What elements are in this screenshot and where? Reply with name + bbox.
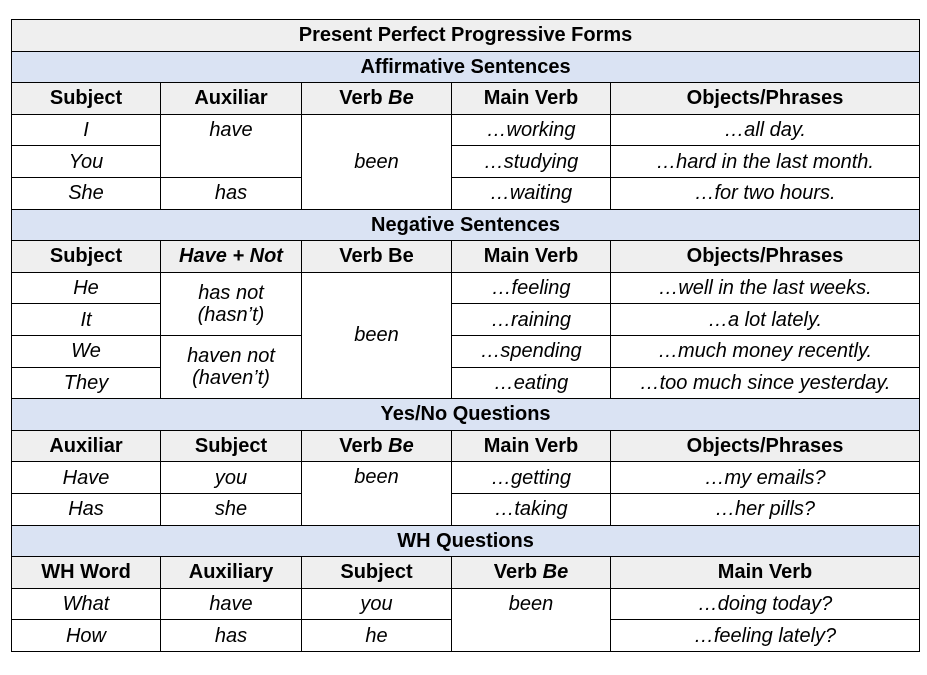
table-row: [12, 335, 920, 367]
column-header: Subject: [12, 83, 161, 115]
column-header: Objects/Phrases: [611, 83, 920, 115]
auxiliary-cell: have: [161, 588, 302, 620]
auxiliary-cell: has: [161, 620, 302, 652]
column-header: Subject: [161, 430, 302, 462]
table-row: [12, 588, 920, 620]
section-row-wh: [12, 525, 920, 557]
column-header: [452, 557, 611, 589]
auxiliary-text: haven not: [187, 345, 275, 368]
auxiliary-cell: [161, 272, 302, 335]
object-cell: …all day.: [611, 114, 920, 146]
column-header: Auxiliar: [12, 430, 161, 462]
main-verb-cell: …studying: [452, 146, 611, 178]
table-row: [12, 177, 920, 209]
section-heading: Yes/No Questions: [12, 399, 920, 431]
table-row: [12, 114, 920, 146]
column-header: Main Verb: [452, 241, 611, 273]
auxiliary-text: has not: [198, 281, 264, 304]
verb-be-cell: been: [302, 462, 452, 525]
column-header: Main Verb: [452, 83, 611, 115]
verb-be-cell: been: [302, 114, 452, 209]
subject-cell: It: [12, 304, 161, 336]
subject-cell: you: [161, 462, 302, 494]
table-row: [12, 462, 920, 494]
auxiliary-contraction: (hasn’t): [197, 303, 265, 326]
auxiliary-cell: Have: [12, 462, 161, 494]
column-header: Subject: [302, 557, 452, 589]
column-header: Main Verb: [452, 430, 611, 462]
column-header: Objects/Phrases: [611, 430, 920, 462]
table-row: [12, 304, 920, 336]
section-row-affirmative: [12, 51, 920, 83]
section-heading: Negative Sentences: [12, 209, 920, 241]
column-header-part: Verb: [339, 435, 389, 458]
object-cell: …too much since yesterday.: [611, 367, 920, 399]
object-cell: …for two hours.: [611, 177, 920, 209]
section-heading: Affirmative Sentences: [12, 51, 920, 83]
main-verb-cell: …getting: [452, 462, 611, 494]
header-row: [12, 557, 920, 589]
present-perfect-progressive-table: [11, 19, 920, 652]
column-header: Verb Be: [302, 241, 452, 273]
auxiliary-cell: has: [161, 177, 302, 209]
table-row: [12, 493, 920, 525]
wh-word-cell: How: [12, 620, 161, 652]
auxiliary-cell: Has: [12, 493, 161, 525]
table-row: [12, 272, 920, 304]
column-header-part: Verb: [339, 87, 389, 110]
column-header: Auxiliary: [161, 557, 302, 589]
subject-cell: she: [161, 493, 302, 525]
object-cell: …my emails?: [611, 462, 920, 494]
column-header: Auxiliar: [161, 83, 302, 115]
section-row-yes-no: [12, 399, 920, 431]
main-verb-cell: …working: [452, 114, 611, 146]
subject-cell: he: [302, 620, 452, 652]
main-verb-cell: …feeling lately?: [611, 620, 920, 652]
verb-be-cell: been: [452, 588, 611, 651]
verb-be-cell: been: [302, 272, 452, 398]
section-heading: WH Questions: [12, 525, 920, 557]
subject-cell: I: [12, 114, 161, 146]
main-verb-cell: …spending: [452, 335, 611, 367]
object-cell: …hard in the last month.: [611, 146, 920, 178]
auxiliary-contraction: (haven’t): [192, 367, 270, 390]
auxiliary-cell: have: [161, 114, 302, 177]
subject-cell: He: [12, 272, 161, 304]
main-verb-cell: …waiting: [452, 177, 611, 209]
column-header: Objects/Phrases: [611, 241, 920, 273]
main-verb-cell: …taking: [452, 493, 611, 525]
subject-cell: you: [302, 588, 452, 620]
auxiliary-cell: [161, 335, 302, 398]
main-verb-cell: …doing today?: [611, 588, 920, 620]
main-verb-cell: …raining: [452, 304, 611, 336]
column-header: Have + Not: [161, 241, 302, 273]
subject-cell: She: [12, 177, 161, 209]
column-header: Main Verb: [611, 557, 920, 589]
header-row: [12, 83, 920, 115]
main-verb-cell: …eating: [452, 367, 611, 399]
subject-cell: You: [12, 146, 161, 178]
column-header-emphasis: Be: [542, 561, 569, 584]
table-row: [12, 146, 920, 178]
object-cell: …a lot lately.: [611, 304, 920, 336]
main-verb-cell: …feeling: [452, 272, 611, 304]
subject-cell: They: [12, 367, 161, 399]
table-row: [12, 367, 920, 399]
column-header-part: Verb: [493, 561, 543, 584]
object-cell: …well in the last weeks.: [611, 272, 920, 304]
object-cell: …much money recently.: [611, 335, 920, 367]
header-row: [12, 241, 920, 273]
subject-cell: We: [12, 335, 161, 367]
column-header-emphasis: Be: [388, 87, 414, 110]
column-header: [302, 83, 452, 115]
column-header: [302, 430, 452, 462]
object-cell: …her pills?: [611, 493, 920, 525]
wh-word-cell: What: [12, 588, 161, 620]
header-row: [12, 430, 920, 462]
column-header: Subject: [12, 241, 161, 273]
table-title-row: [12, 20, 920, 52]
column-header-emphasis: Be: [388, 435, 414, 458]
section-row-negative: [12, 209, 920, 241]
column-header: WH Word: [12, 557, 161, 589]
table-title: Present Perfect Progressive Forms: [12, 20, 920, 52]
